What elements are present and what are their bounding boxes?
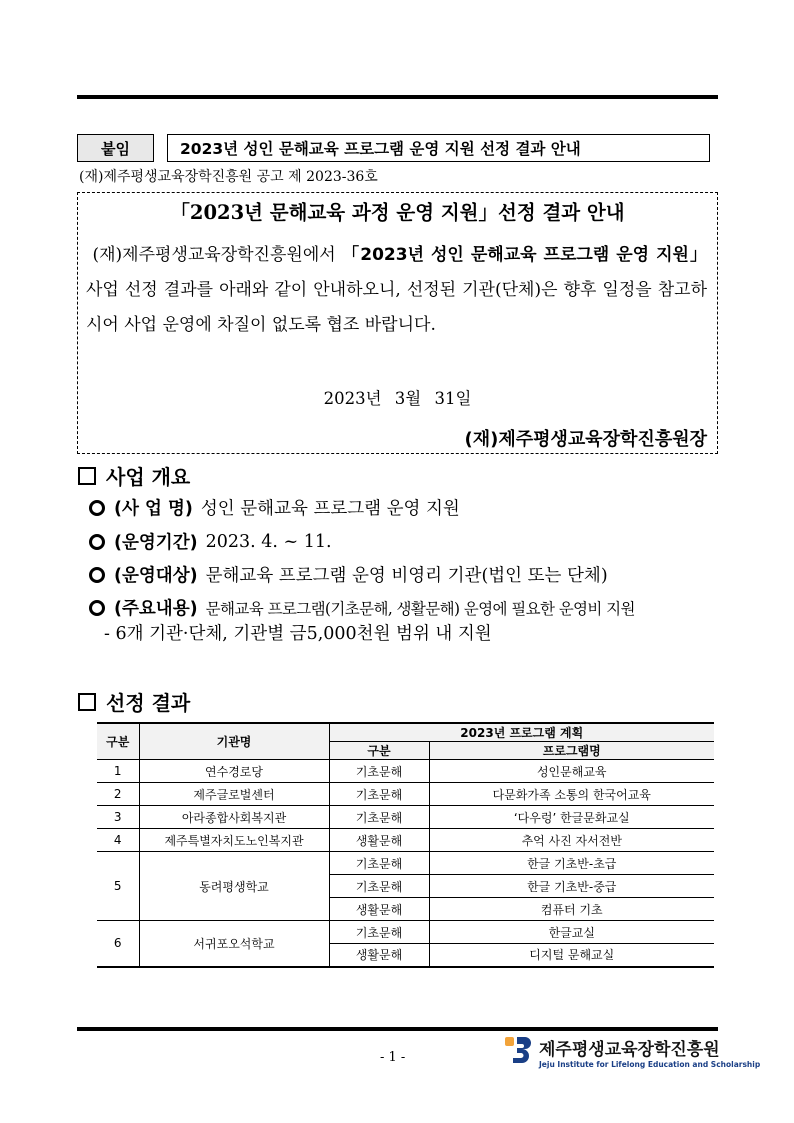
cell-type: 기초문해: [329, 852, 429, 875]
overview-item-label: (사 업 명): [114, 499, 193, 519]
bottom-rule: [77, 1027, 718, 1031]
overview-item: [89, 529, 332, 554]
header-program: 프로그램명: [429, 742, 714, 760]
cell-no: 6: [97, 921, 139, 967]
overview-item: [89, 562, 608, 587]
circle-bullet-icon: [89, 534, 105, 550]
table-row: [97, 806, 714, 829]
cell-program: 성인문해교육: [429, 760, 714, 783]
cell-org: 제주글로벌센터: [139, 783, 329, 806]
notice-body-prefix: (재)제주평생교육장학진흥원에서: [92, 245, 343, 265]
circle-bullet-icon: [89, 600, 105, 616]
overview-item: [89, 495, 460, 520]
overview-heading: [78, 461, 190, 490]
overview-item-text: 문해교육 프로그램(기초문해, 생활문해) 운영에 필요한 운영비 지원: [205, 599, 635, 618]
institute-logo: [503, 1035, 760, 1069]
cell-org: 연수경로당: [139, 760, 329, 783]
notice-body-bold: 「2023년 성인 문해교육 프로그램 운영 지원」: [342, 245, 708, 265]
cell-type: 기초문해: [329, 783, 429, 806]
cell-program: 한글교실: [429, 921, 714, 944]
notice-title: 「2023년 문해교육 과정 운영 지원」선정 결과 안내: [170, 201, 625, 224]
notice-box: [77, 192, 718, 454]
cell-type: 기초문해: [329, 760, 429, 783]
cell-type: 기초문해: [329, 806, 429, 829]
cell-org: 동려평생학교: [139, 852, 329, 921]
notice-body-suffix: 사업 선정 결과를 아래와 같이 안내하오니, 선정된 기관(단체)은 향후 일정을 참고하시어 사업 운영에 차질이 없도록 협조 바랍니다.: [86, 280, 707, 335]
notice-number: (재)제주평생교육장학진흥원 공고 제 2023-36호: [79, 169, 378, 185]
checkbox-square-icon: [78, 467, 96, 485]
results-heading: [78, 687, 190, 716]
table-row: [97, 760, 714, 783]
notice-signer: (재)제주평생교육장학진흥원장: [464, 429, 707, 450]
notice-date: 2023년 3월 31일: [323, 389, 472, 408]
attachment-title: 2023년 성인 문해교육 프로그램 운영 지원 선정 결과 안내: [167, 134, 710, 162]
cell-no: 2: [97, 783, 139, 806]
table-row: [97, 829, 714, 852]
overview-heading-text: 사업 개요: [106, 465, 191, 489]
cell-type: 생활문해: [329, 898, 429, 921]
cell-program: 한글 기초반-중급: [429, 875, 714, 898]
header-plan: 2023년 프로그램 계획: [329, 723, 714, 742]
overview-subitem: - 6개 기관·단체, 기관별 금5,000천원 범위 내 지원: [104, 624, 492, 644]
cell-no: 3: [97, 806, 139, 829]
header-type: 구분: [329, 742, 429, 760]
results-heading-text: 선정 결과: [106, 691, 191, 715]
header-no: 구분: [97, 723, 139, 760]
cell-program: 다문화가족 소통의 한국어교육: [429, 783, 714, 806]
circle-bullet-icon: [89, 500, 105, 516]
top-rule: [77, 95, 718, 99]
table-header-row: [97, 723, 714, 742]
cell-no: 4: [97, 829, 139, 852]
page-number: - 1 -: [380, 1050, 406, 1065]
cell-type: 기초문해: [329, 875, 429, 898]
cell-org: 제주특별자치도노인복지관: [139, 829, 329, 852]
cell-program: 추억 사진 자서전반: [429, 829, 714, 852]
overview-item-text: 성인 문해교육 프로그램 운영 지원: [200, 499, 460, 519]
table-row: [97, 852, 714, 875]
cell-no: 1: [97, 760, 139, 783]
cell-org: 서귀포오석학교: [139, 921, 329, 967]
results-table: [97, 722, 714, 968]
checkbox-square-icon: [78, 693, 96, 711]
table-row: [97, 783, 714, 806]
overview-item-label: (운영기간): [114, 533, 198, 553]
cell-program: ‘다우렁’ 한글문화교실: [429, 806, 714, 829]
cell-no: 5: [97, 852, 139, 921]
cell-program: 컴퓨터 기초: [429, 898, 714, 921]
cell-program: 한글 기초반-초급: [429, 852, 714, 875]
cell-type: 생활문해: [329, 829, 429, 852]
cell-type: 기초문해: [329, 921, 429, 944]
logo-korean-name: 제주평생교육장학진흥원: [539, 1040, 720, 1060]
overview-item-label: (주요내용): [114, 599, 198, 619]
overview-item-text: 2023. 4. ~ 11.: [205, 531, 332, 552]
cell-org: 아라종합사회복지관: [139, 806, 329, 829]
table-row: [97, 921, 714, 944]
header-org: 기관명: [139, 723, 329, 760]
institute-emblem-icon: [503, 1035, 533, 1069]
overview-item: [89, 595, 635, 620]
attachment-tag: 붙임: [77, 134, 154, 162]
notice-body: [86, 238, 707, 343]
logo-english-name: Jeju Institute for Lifelong Education and Scholarship: [539, 1060, 761, 1069]
cell-type: 생활문해: [329, 944, 429, 967]
overview-item-label: (운영대상): [114, 566, 198, 586]
circle-bullet-icon: [89, 567, 105, 583]
cell-program: 디지털 문해교실: [429, 944, 714, 967]
overview-item-text: 문해교육 프로그램 운영 비영리 기관(법인 또는 단체): [205, 566, 608, 586]
